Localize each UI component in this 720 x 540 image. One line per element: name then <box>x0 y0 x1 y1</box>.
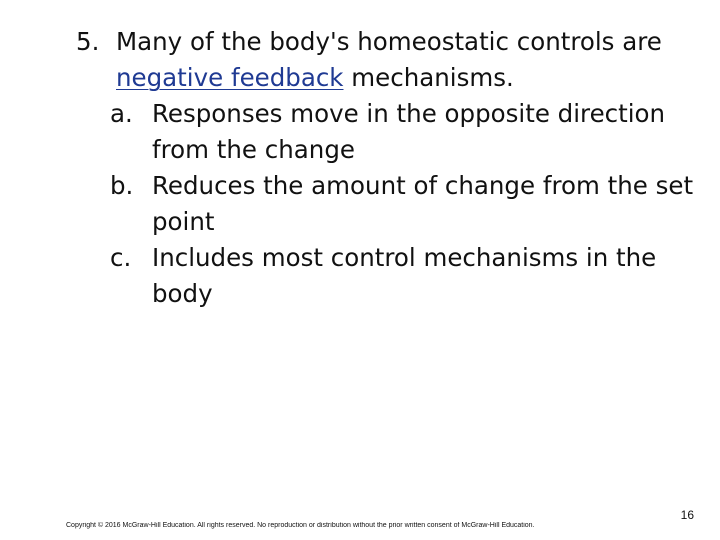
sub-point-text: Responses move in the opposite direction from the change <box>152 99 666 164</box>
sub-point-marker: b. <box>110 171 134 200</box>
main-point-marker: 5. <box>76 27 100 56</box>
sub-point-text: Reduces the amount of change from the set point <box>152 171 694 236</box>
copyright-notice: Copyright © 2016 McGraw-Hill Education. All rights reserved. No reproduction or distribution without the prior written consent of McGraw-Hill Education. <box>66 522 535 529</box>
slide-content <box>76 24 696 312</box>
sub-point-text: Includes most control mechanisms in the body <box>152 243 657 308</box>
main-point-text-before: Many of the body's homeostatic controls are <box>116 27 662 56</box>
sub-point-a <box>76 96 696 168</box>
sub-point-list <box>76 96 696 312</box>
sub-point-c <box>76 240 696 312</box>
main-point <box>76 24 696 96</box>
sub-point-b <box>76 168 696 240</box>
page-number: 16 <box>680 508 694 522</box>
sub-point-marker: a. <box>110 99 133 128</box>
negative-feedback-link[interactable]: negative feedback <box>116 63 344 92</box>
main-point-text-after: mechanisms. <box>343 63 514 92</box>
sub-point-marker: c. <box>110 243 132 272</box>
